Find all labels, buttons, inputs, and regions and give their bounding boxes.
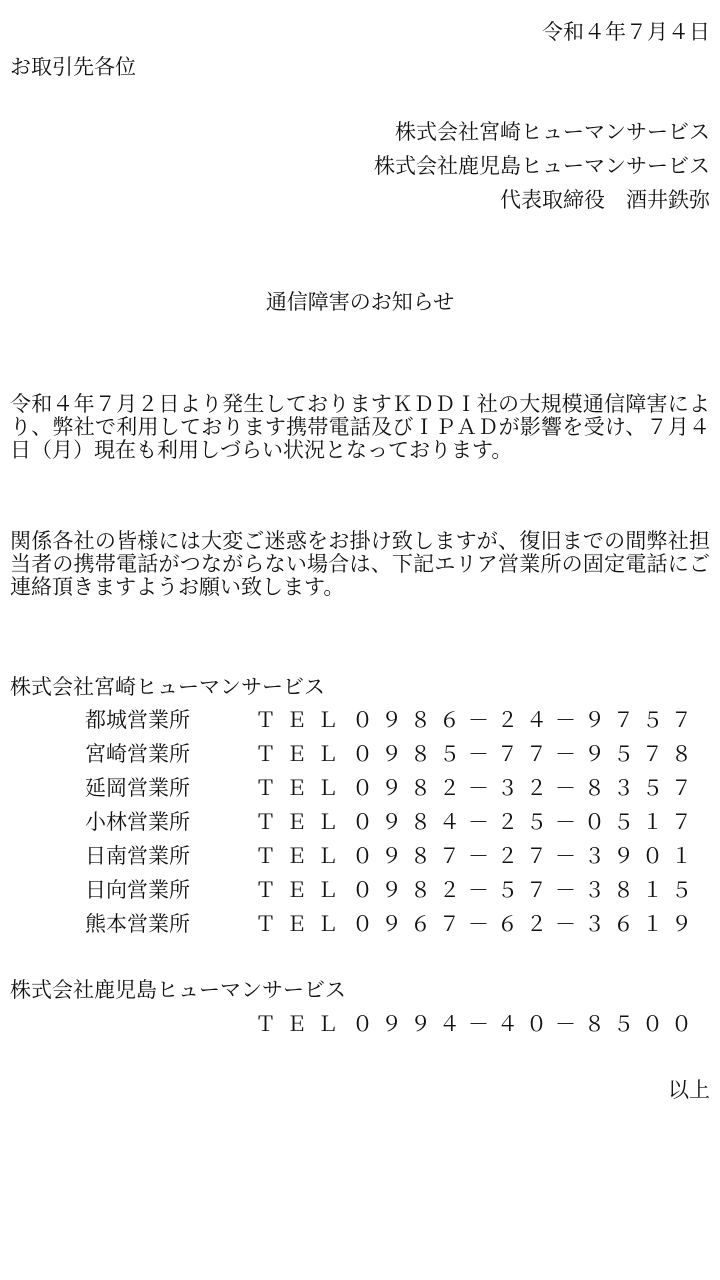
tel-number: ０９８７－２７－３９０１ xyxy=(352,844,700,868)
tel-number: ０９９４－４０－８５００ xyxy=(352,1012,700,1036)
sender-representative: 代表取締役 酒井鉄弥 xyxy=(500,188,710,212)
tel-label: ＴＥＬ xyxy=(255,878,348,902)
tel-number: ０９８４－２５－０５１７ xyxy=(352,810,700,834)
tel-number: ０９８２－５７－３８１５ xyxy=(352,878,700,902)
closing-remark: 以上 xyxy=(668,1078,710,1102)
notice-title: 通信障害のお知らせ xyxy=(265,290,455,314)
office-row-miyazaki xyxy=(0,744,720,770)
contact-company-kagoshima: 株式会社鹿児島ヒューマンサービス xyxy=(10,978,346,1002)
office-name: 熊本営業所 xyxy=(85,912,190,936)
tel-number: ０９８２－３２－８３５７ xyxy=(352,776,700,800)
office-row-kobayashi xyxy=(0,812,720,838)
document-date: 令和４年７月４日 xyxy=(542,20,710,44)
body-paragraph-1: 令和４年７月２日より発生しておりますＫＤＤＩ社の大規模通信障害により、弊社で利用しております携帯電話及びＩＰＡＤが影響を受け、７月４日（月）現在も利用しづらい状況となっております。 xyxy=(10,392,710,462)
tel-number: ０９６７－６２－３６１９ xyxy=(352,912,700,936)
office-row-kumamoto xyxy=(0,914,720,940)
tel-label: ＴＥＬ xyxy=(255,742,348,766)
office-row-miyakonojo xyxy=(0,710,720,736)
office-row-nichinan xyxy=(0,846,720,872)
office-name: 延岡営業所 xyxy=(85,776,190,800)
office-name: 宮崎営業所 xyxy=(85,742,190,766)
office-name: 小林営業所 xyxy=(85,810,190,834)
body-paragraph-2: 関係各社の皆様には大変ご迷惑をお掛け致しますが、復旧までの間弊社担当者の携帯電話がつながらない場合は、下記エリア営業所の固定電話にご連絡頂きますようお願い致します。 xyxy=(10,529,710,599)
sender-company-miyazaki: 株式会社宮崎ヒューマンサービス xyxy=(395,120,710,144)
tel-number: ０９８５－７７－９５７８ xyxy=(352,742,700,766)
sender-company-kagoshima: 株式会社鹿児島ヒューマンサービス xyxy=(374,154,710,178)
office-name: 日向営業所 xyxy=(85,878,190,902)
tel-number: ０９８６－２４－９７５７ xyxy=(352,708,700,732)
contact-company-miyazaki: 株式会社宮崎ヒューマンサービス xyxy=(10,675,325,699)
addressee: お取引先各位 xyxy=(10,55,136,79)
tel-label: ＴＥＬ xyxy=(255,1012,348,1036)
tel-label: ＴＥＬ xyxy=(255,844,348,868)
tel-label: ＴＥＬ xyxy=(255,810,348,834)
office-name: 都城営業所 xyxy=(85,708,190,732)
tel-label: ＴＥＬ xyxy=(255,912,348,936)
tel-label: ＴＥＬ xyxy=(255,708,348,732)
office-row-hyuga xyxy=(0,880,720,906)
tel-label: ＴＥＬ xyxy=(255,776,348,800)
office-name: 日南営業所 xyxy=(85,844,190,868)
kagoshima-tel-row xyxy=(0,1014,720,1040)
office-row-nobeoka xyxy=(0,778,720,804)
